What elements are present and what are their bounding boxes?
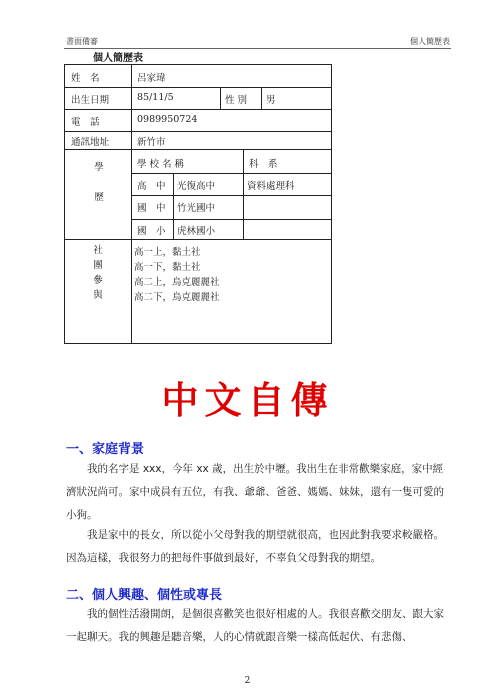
row-divider (131, 195, 331, 196)
phone-label: 電 話 (71, 117, 100, 128)
form-title: 個人簡歷表 (93, 53, 143, 64)
row-divider (65, 131, 331, 132)
row-divider (65, 87, 331, 88)
header-left: 書面備審 (66, 37, 98, 46)
dept-header: 科 系 (249, 159, 278, 170)
school-name: 竹光國中 (177, 203, 216, 214)
resume-table (64, 64, 332, 344)
paragraph: 我是家中的長女，所以從小父母對我的期望就很高，也因此對我要求較嚴格。因為這樣，我很努力的把每件事做到最好，不辜負父母對我的期望。 (66, 529, 444, 564)
name-label: 姓 名 (71, 73, 100, 84)
paragraph: 我的名字是 xxx，今年 xx 歲，出生於中壢。我出生在非常歡樂家庭，家中經濟狀況尚可。家中成員有五位，有我、爺爺、爸爸、媽媽、妹妹，還有一隻可愛的小狗。 (66, 463, 444, 521)
section-heading: 二、個人興趣、個性或專長 (66, 588, 223, 603)
col-divider (173, 173, 174, 239)
school-header: 學 校 名 稱 (137, 159, 185, 170)
activity-item: 高二下，烏克麗麗社 (134, 292, 220, 303)
row-divider (65, 239, 331, 240)
gender-value: 男 (266, 95, 276, 106)
page-number: 2 (244, 676, 251, 686)
name-value: 呂家瑋 (137, 73, 166, 84)
row-divider (65, 149, 331, 150)
school-name: 虎林國小 (177, 226, 216, 237)
activity-item: 高一下，黏土社 (134, 262, 201, 273)
education-label: 學 歷 (94, 162, 114, 203)
col-divider (261, 87, 262, 109)
paragraph: 我的個性活潑開朗，是個很喜歡笑也很好相處的人。我很喜歡交朋友、跟大家一起聊天。我的興趣是聽音樂，人的心情就跟音樂一樣高低起伏、有悲傷、 (66, 608, 444, 643)
row-divider (65, 109, 331, 110)
address-value: 新竹市 (137, 137, 166, 148)
autobiography-title: 中文自傳 (161, 379, 334, 422)
school-dept: 資料處理科 (247, 181, 295, 192)
section-heading: 一、家庭背景 (66, 442, 145, 457)
school-level: 國 中 (137, 203, 166, 214)
activity-item: 高一上，黏土社 (134, 247, 201, 258)
phone-value: 0989950724 (137, 114, 198, 125)
col-divider (220, 87, 221, 109)
header-right: 個人簡歷表 (410, 37, 450, 46)
school-level: 國 小 (137, 226, 166, 237)
birth-label: 出生日期 (71, 95, 110, 106)
gender-label: 性 別 (225, 95, 248, 106)
address-label: 通訊地址 (71, 137, 110, 148)
row-divider (131, 173, 331, 174)
birth-value: 85/11/5 (137, 92, 174, 103)
school-name: 光復高中 (177, 181, 216, 192)
col-divider (243, 149, 244, 239)
col-divider (131, 65, 132, 343)
activity-item: 高二上，烏克麗麗社 (134, 277, 220, 288)
row-divider (131, 219, 331, 220)
school-level: 高 中 (137, 181, 166, 192)
activities-label: 社團參與 (93, 245, 103, 301)
